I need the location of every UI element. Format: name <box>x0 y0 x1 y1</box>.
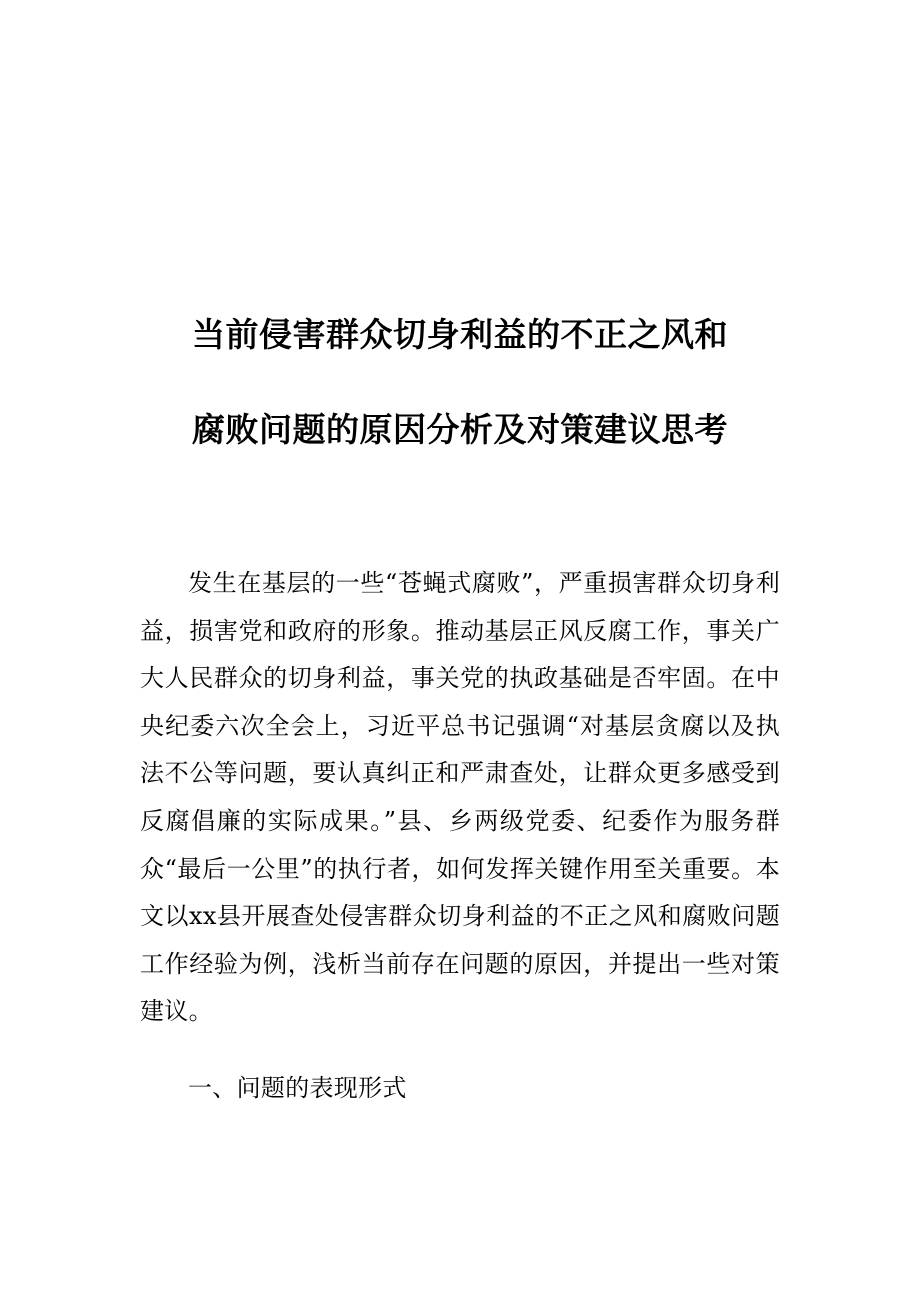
intro-paragraph: 发生在基层的一些“苍蝇式腐败”，严重损害群众切身利益，损害党和政府的形象。推动基层正风反腐工作，事关广大人民群众的切身利益，事关党的执政基础是否牢固。在中央纪委六次全会上，习近平总书记强调“对基层贪腐以及执法不公等问题，要认真纠正和严肃查处，让群众更多感受到反腐倡廉的实际成果。”县、乡两级党委、纪委作为服务群众“最后一公里”的执行者，如何发挥关键作用至关重要。本文以xx县开展查处侵害群众切身利益的不正之风和腐败问题工作经验为例，浅析当前存在问题的原因，并提出一些对策建议。 <box>140 569 780 1026</box>
section-heading: 一、问题的表现形式 <box>188 1074 407 1102</box>
document-title-line-2: 腐败问题的原因分析及对策建议思考 <box>192 410 728 449</box>
document-title-line-1: 当前侵害群众切身利益的不正之风和 <box>192 315 728 354</box>
